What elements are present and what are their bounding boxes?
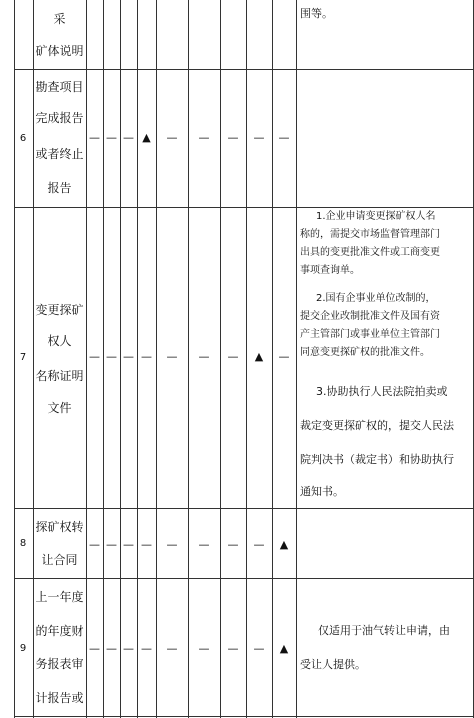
remark-line: 通知书。	[300, 485, 344, 498]
requirement-mark: —	[141, 642, 152, 655]
requirement-mark: —	[106, 642, 117, 655]
row-number: 6	[19, 133, 27, 144]
requirement-mark: —	[166, 350, 178, 363]
requirement-mark: —	[278, 131, 290, 144]
requirement-mark: —	[141, 350, 152, 363]
requirement-mark: —	[253, 131, 265, 144]
requirement-mark: ▲	[279, 642, 289, 655]
table-column-border	[296, 0, 297, 718]
requirement-mark: —	[227, 131, 239, 144]
remark-line: 院判决书（裁定书）和协助执行	[300, 453, 454, 466]
item-name-line: 或者终止	[35, 147, 84, 161]
remark-line: 产主管部门或事业单位主管部门	[300, 329, 440, 340]
item-name-line: 探矿权转	[35, 520, 84, 534]
requirement-mark: —	[227, 642, 239, 655]
remark-line: 围等。	[300, 7, 333, 20]
item-name-line: 上一年度	[35, 590, 84, 604]
requirement-mark: —	[227, 350, 239, 363]
item-name-line: 报告	[47, 181, 72, 195]
requirement-mark: —	[141, 538, 152, 551]
requirement-mark: —	[123, 538, 134, 551]
remark-line: 出具的变更批准文件或工商变更	[300, 247, 440, 258]
remark-line: 1.企业申请变更探矿权人名	[316, 211, 436, 222]
requirement-mark: —	[227, 538, 239, 551]
item-name-line: 名称证明	[35, 369, 84, 383]
requirement-mark: —	[106, 131, 117, 144]
remark-line: 称的，需提交市场监督管理部门	[300, 229, 440, 240]
requirement-mark: —	[123, 642, 134, 655]
item-name-line: 采	[53, 12, 66, 26]
requirement-mark: —	[278, 350, 290, 363]
table-column-border	[14, 0, 15, 718]
requirement-mark: —	[166, 131, 178, 144]
item-name-line: 勘查项目	[35, 80, 84, 94]
requirement-mark: ▲	[279, 538, 289, 551]
requirement-mark: —	[89, 642, 100, 655]
requirement-mark: —	[123, 350, 134, 363]
item-name-line: 变更探矿	[35, 303, 84, 317]
requirement-mark: —	[123, 131, 134, 144]
item-name-line: 务报表审	[35, 657, 84, 671]
table-row-border	[14, 716, 474, 717]
table-column-border	[33, 0, 34, 718]
requirement-mark: ▲	[254, 350, 264, 363]
remark-line: 3.协助执行人民法院拍卖或	[316, 385, 448, 398]
remark-line: 同意变更探矿权的批准文件。	[300, 347, 430, 358]
table-row-border	[14, 578, 474, 579]
requirement-mark: —	[198, 642, 210, 655]
row-number: 8	[19, 538, 27, 549]
requirement-mark: ▲	[142, 131, 151, 144]
remark-line: 受让人提供。	[300, 658, 366, 671]
item-name-line: 矿体说明	[35, 44, 84, 58]
requirement-mark: —	[106, 538, 117, 551]
requirement-mark: —	[198, 131, 210, 144]
row-number: 7	[19, 352, 27, 363]
requirement-mark: —	[253, 538, 265, 551]
item-name-line: 文件	[47, 401, 72, 415]
remark-line: 仅适用于油气转让申请，由	[318, 624, 450, 637]
remark-line: 裁定变更探矿权的，提交人民法	[300, 419, 454, 432]
requirement-mark: —	[198, 350, 210, 363]
requirement-mark: —	[89, 131, 100, 144]
table-row-border	[14, 69, 474, 70]
remark-line: 2.国有企事业单位改制的，	[316, 293, 436, 304]
item-name-line: 完成报告	[35, 111, 84, 125]
requirement-mark: —	[89, 538, 100, 551]
requirement-mark: —	[198, 538, 210, 551]
remark-line: 提交企业改制批准文件及国有资	[300, 311, 440, 322]
requirement-mark: —	[106, 350, 117, 363]
requirement-mark: —	[166, 538, 178, 551]
table-row-border	[14, 508, 474, 509]
remark-line: 事项查询单。	[300, 265, 360, 276]
item-name-line: 计报告或	[35, 691, 84, 705]
item-name-line: 权人	[47, 334, 72, 348]
item-name-line: 的年度财	[35, 624, 84, 638]
requirement-mark: —	[253, 642, 265, 655]
requirement-mark: —	[89, 350, 100, 363]
row-number: 9	[19, 643, 27, 654]
requirement-mark: —	[166, 642, 178, 655]
item-name-line: 让合同	[41, 553, 78, 567]
